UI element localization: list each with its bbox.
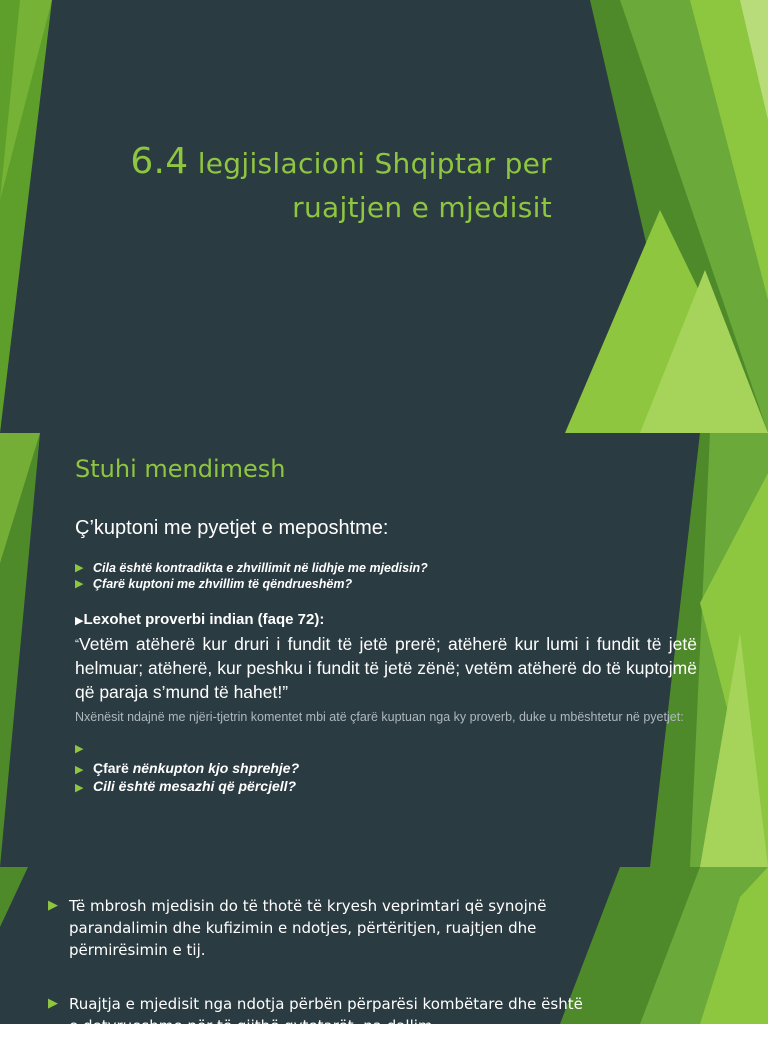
question-text: Cili është mesazhi që përcjell? [93, 778, 297, 794]
slide-environment-protection [0, 867, 768, 1035]
discussion-question-list [75, 759, 299, 795]
instruction-note: Nxënësit ndajnë me njëri-tjetrin komentet mbi atë çfarë kuptuan nga ky proverb, duke u mbështetur në pyetjet: [75, 710, 684, 724]
title-line1: legjislacioni Shqiptar per [197, 147, 552, 180]
reading-label-text: Lexohet proverbi indian (faqe 72): [83, 611, 325, 628]
list-item [75, 777, 299, 795]
paragraph [48, 993, 589, 1037]
green-arrow-bullet-icon: ▶ [75, 742, 84, 755]
proverb-quote [75, 632, 697, 704]
list-item [75, 576, 428, 592]
paragraph-text: Ruajtja e mjedisit nga ndotja përbën përparësi kombëtare dhe është e detyrueshme për të gjithë qytetarët, pa dallim. [69, 995, 583, 1035]
question-text: Cila është kontradikta e zhvillimit në lidhje me mjedisin? [93, 561, 428, 575]
question-text-plain: Çfarë [93, 760, 133, 776]
green-arrow-bullet-icon: ▶ [75, 577, 84, 590]
reading-label [75, 611, 324, 628]
quote-open-mark: “ [75, 637, 79, 651]
paragraph-text: Të mbrosh mjedisin do të thotë të kryesh veprimtari që synojnë parandalimin dhe kufizimin e ndotjes, përtëritjen, ruajtjen dhe përmirësimin e tij. [69, 897, 547, 959]
question-text-italic: nënkupton kjo shprehje? [132, 760, 300, 776]
list-item [75, 560, 428, 576]
slide-heading: Stuhi mendimesh [75, 455, 286, 483]
green-arrow-bullet-icon: ▶ [48, 898, 58, 913]
title-line2: ruajtjen e mjedisit [292, 191, 552, 224]
list-item [75, 759, 299, 777]
paragraph [48, 895, 589, 961]
left-green-sliver [0, 867, 28, 927]
green-arrow-bullet-icon: ▶ [48, 996, 58, 1011]
slide-subtitle: Ç’kuptoni me pyetjet e meposhtme: [75, 517, 389, 539]
green-arrow-bullet-icon: ▶ [75, 763, 84, 776]
slide-brainstorm [0, 433, 768, 867]
green-arrow-bullet-icon: ▶ [75, 781, 84, 794]
green-arrow-bullet-icon: ▶ [75, 561, 84, 574]
arrow-bullet-icon: ▶ [75, 614, 84, 627]
question-text: Çfarë kuptoni me zhvillim të qëndrueshëm? [93, 577, 353, 591]
title-number: 6.4 [130, 141, 189, 182]
question-list [75, 560, 428, 592]
slide-title [0, 0, 768, 433]
proverb-text: Vetëm atëherë kur druri i fundit të jetë prerë; atëherë kur lumi i fundit të jetë helmuar; atëherë, kur peshku i fundit të jetë zënë; vetëm atëherë do të kuptojmë që paraja s’mund të hahet!” [75, 634, 697, 702]
slide-title-text [60, 140, 552, 230]
